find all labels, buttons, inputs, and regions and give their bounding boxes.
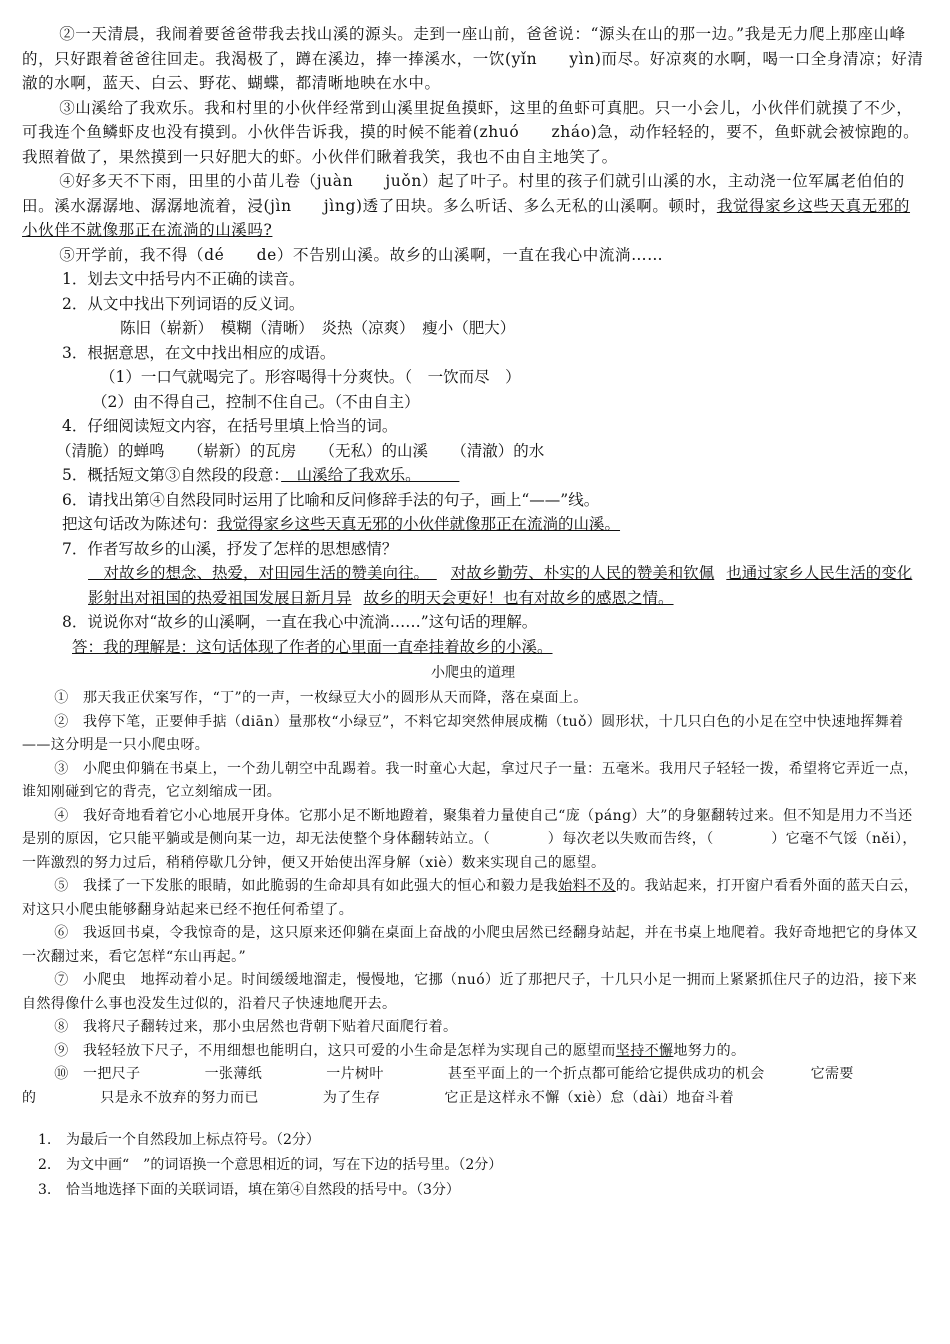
p10-fragment: 只是永不放弃的努力而已	[100, 1089, 259, 1106]
p10-fragment: 一片树叶	[326, 1066, 384, 1082]
question-6-answer: 我觉得家乡这些天真无邪的小伙伴就像那正在流淌的山溪。	[217, 515, 621, 533]
question-7-answer	[22, 561, 924, 610]
question-number: 2.	[38, 1157, 52, 1173]
passage-2-paragraph-1: ① 那天我正伏案写作，“丁”的一声，一枚绿豆大小的圆形从天而降，落在桌面上。	[54, 690, 588, 706]
question-6: 6．请找出第④自然段同时运用了比喻和反问修辞手法的句子，画上“——”线。	[62, 490, 600, 509]
p10-fragment: 一张薄纸	[204, 1066, 263, 1082]
question-text: 为文中画“ ”的词语换一个意思相近的词，写在下边的括号里。（2分）	[66, 1157, 503, 1173]
paragraph-3: ③山溪给了我欢乐。我和村里的小伙伴经常到山溪里捉鱼摸虾，这里的鱼虾可真肥。只一小会儿，小伙伴们就摸了不少，可我连个鱼鳞虾皮也没有摸到。小伙伴告诉我，摸的时候不能着(zhuó zháo)急，动作轻轻的，要不，鱼虾就会被惊跑的。我照着做了，果然摸到一只好肥大的虾。小伙伴们瞅着我笑，我也不由自主地笑了。	[22, 98, 920, 166]
question-5-prompt: 5．概括短文第③自然段的段意：	[62, 466, 282, 484]
question-7: 7．作者写故乡的山溪，抒发了怎样的思想感情？	[62, 539, 398, 558]
passage-2-paragraph-9	[22, 1040, 924, 1064]
question-3-item-1: （1）一口气就喝完了。形容喝得十分爽快。（ 一饮而尽 ）	[100, 368, 521, 386]
passage-2-paragraph-6: ⑥ 我返回书桌，令我惊奇的是，这只原来还仰躺在桌面上奋战的小爬虫居然已经翻身站起，并在书桌上地爬着。我好奇地把它的身体又一次翻过来，看它怎样“东山再起。”	[22, 925, 919, 965]
underlined-word-1: 始料不及	[558, 878, 616, 894]
p10-fragment: 它需要	[810, 1066, 854, 1082]
question-8: 8．说说你对“故乡的山溪啊，一直在我心中流淌……”这句话的理解。	[62, 613, 538, 631]
question-8-answer-row	[22, 635, 924, 660]
question-number: 1.	[38, 1132, 52, 1148]
p10-fragment: 的	[22, 1089, 37, 1106]
question-7-answer-4: 故乡的明天会更好！也有对故乡的感恩之情。	[363, 588, 674, 607]
p10-fragment: 为了生存	[322, 1089, 381, 1106]
question-7-answer-1: 对故乡的想念、热爱，对田园生活的赞美向往。	[88, 564, 437, 582]
paragraph-5-text-b: 的。我站起来，打开窗户看看外面的蓝天白云，对这只小爬虫能够翻身站起来已经不抱任何希望了。	[22, 878, 919, 918]
question-text: 为最后一个自然段加上标点符号。（2分）	[66, 1132, 320, 1148]
passage-2-paragraph-10-row-1	[22, 1063, 924, 1087]
question-2-words: 陈旧（崭新） 模糊（清晰） 炎热（凉爽） 瘦小（肥大）	[120, 319, 516, 337]
p10-fragment: 甚至平面上的一个折点都可能给它提供成功的机会	[447, 1066, 765, 1082]
question-2-2	[22, 1153, 924, 1178]
passage-2-paragraph-2: ② 我停下笔，正要伸手掂（diān）量那枚“小绿豆”，不料它却突然伸展成椭（tuǒ）圆形状，十几只白色的小足在空中快速地挥舞着——这分明是一只小爬虫呀。	[22, 713, 904, 753]
question-text: 恰当地选择下面的关联词语，填在第④自然段的括号中。（3分）	[66, 1182, 460, 1198]
question-4: 4．仔细阅读短文内容，在括号里填上恰当的词。	[62, 417, 398, 435]
question-number: 3.	[38, 1182, 52, 1198]
passage-1	[22, 22, 924, 267]
question-2-1	[22, 1128, 924, 1153]
paragraph-5: ⑤开学前，我不得（dé de）不告别山溪。故乡的山溪啊，一直在我心中流淌……	[59, 245, 664, 264]
paragraph-9-text-a: ⑨ 我轻轻放下尺子，不用细想也能明白，这只可爱的小生命是怎样为实现自己的愿望而	[54, 1042, 616, 1059]
paragraph-5-text-a: ⑤ 我揉了一下发胀的眼睛，如此脆弱的生命却具有如此强大的恒心和毅力是我	[54, 878, 559, 894]
question-2: 2．从文中找出下列词语的反义词。	[62, 294, 305, 313]
question-7-answer-3: 也通过家乡人民生活的变化影射出对祖国的热爱祖国发展日新月异	[88, 564, 913, 607]
paragraph-9-text-b: 地努力的。	[673, 1042, 746, 1059]
passage-2-paragraph-3: ③ 小爬虫仰躺在书桌上，一个劲儿朝空中乱踢着。我一时童心大起，拿过尺子一量：五毫米。我用尺子轻轻一拨，希望将它弄近一点，谁知刚碰到它的背壳，它立刻缩成一团。	[22, 760, 919, 800]
question-6-part-b	[22, 512, 924, 537]
passage-2	[22, 687, 924, 1110]
question-5-answer: 山溪给了我欢乐。	[281, 466, 460, 484]
p10-fragment: ⑩ 一把尺子	[54, 1066, 141, 1082]
passage-2-paragraph-10-row-2	[22, 1087, 924, 1111]
passage-2-paragraph-4: ④ 我好奇地看着它小心地展开身体。它那小足不断地蹬着，聚集着力量使自己“庞（páng）大”的身躯翻转过来。但不知是用力不当还是别的原因，它只能平躺或是侧向某一边，却无法使整个身体翻转站立。（ ）每次老以失败而告终，（ ）它毫不气馁（něi），一阵激烈的努力过后，稍稍停歇几分钟，便又开始使出浑身解（xiè）数来实现自己的愿望。	[22, 807, 917, 871]
question-7-answer-2: 对故乡勤劳、朴实的人民的赞美和钦佩	[450, 564, 715, 582]
question-2-3	[22, 1178, 924, 1203]
question-4-answers: （清脆）的蝉鸣 （崭新）的瓦房 （无私）的山溪 （清澈）的水	[56, 441, 545, 460]
question-6-prompt: 把这句话改为陈述句：	[62, 515, 218, 533]
question-1: 1．划去文中括号内不正确的读音。	[62, 270, 305, 288]
passage-2-paragraph-7: ⑦ 小爬虫 地挥动着小足。时间缓缓地溜走，慢慢地，它挪（nuó）近了那把尺子，十几只小足一拥而上紧紧抓住尺子的边沿，接下来自然得像什么事也没发生过似的，沿着尺子快速地爬开去。	[22, 972, 918, 1012]
question-set-1	[22, 267, 924, 659]
paragraph-4-underlined-sentence: 我觉得家乡这些天真无邪的小伙伴不就像那正在流淌的山溪吗?	[22, 196, 911, 239]
passage-2-title: 小爬虫的道理	[431, 665, 515, 681]
question-3-item-2: （2）由不得自己，控制不住自己。（不由自主）	[92, 392, 420, 411]
question-8-answer: 答：我的理解是：这句话体现了作者的心里面一直牵挂着故乡的小溪。	[72, 637, 553, 656]
paragraph-4-text: ④好多天不下雨，田里的小苗儿卷（juàn juǒn）起了叶子。村里的孩子们就引山溪的水，主动浇一位军属老伯伯的田。溪水潺潺地、潺潺地流着，浸(jìn jìng)透了田块。多么听话、多么无私的山溪啊。顿时，	[22, 172, 905, 215]
paragraph-2: ②一天清晨，我闹着要爸爸带我去找山溪的源头。走到一座山前，爸爸说：“源头在山的那一边。”我是无力爬上那座山峰的，只好跟着爸爸往回走。我渴极了，蹲在溪边，捧一捧溪水，一饮(yǐn yìn)而尽。好凉爽的水啊，喝一口全身清凉；好清澈的水啊，蓝天、白云、野花、蝴蝶，都清晰地映在水中。	[22, 25, 924, 92]
passage-2-paragraph-5	[22, 875, 924, 922]
passage-2-paragraph-8: ⑧ 我将尺子翻转过来，那小虫居然也背朝下贴着尺面爬行着。	[54, 1019, 458, 1035]
paragraph-4	[22, 169, 924, 243]
question-5	[22, 463, 924, 488]
underlined-word-2: 坚持不懈	[615, 1042, 674, 1059]
question-3: 3．根据意思，在文中找出相应的成语。	[62, 343, 336, 362]
p10-fragment: 它正是这样永不懈（xiè）怠（dài）地奋斗着	[444, 1089, 735, 1106]
question-set-2	[22, 1128, 924, 1203]
